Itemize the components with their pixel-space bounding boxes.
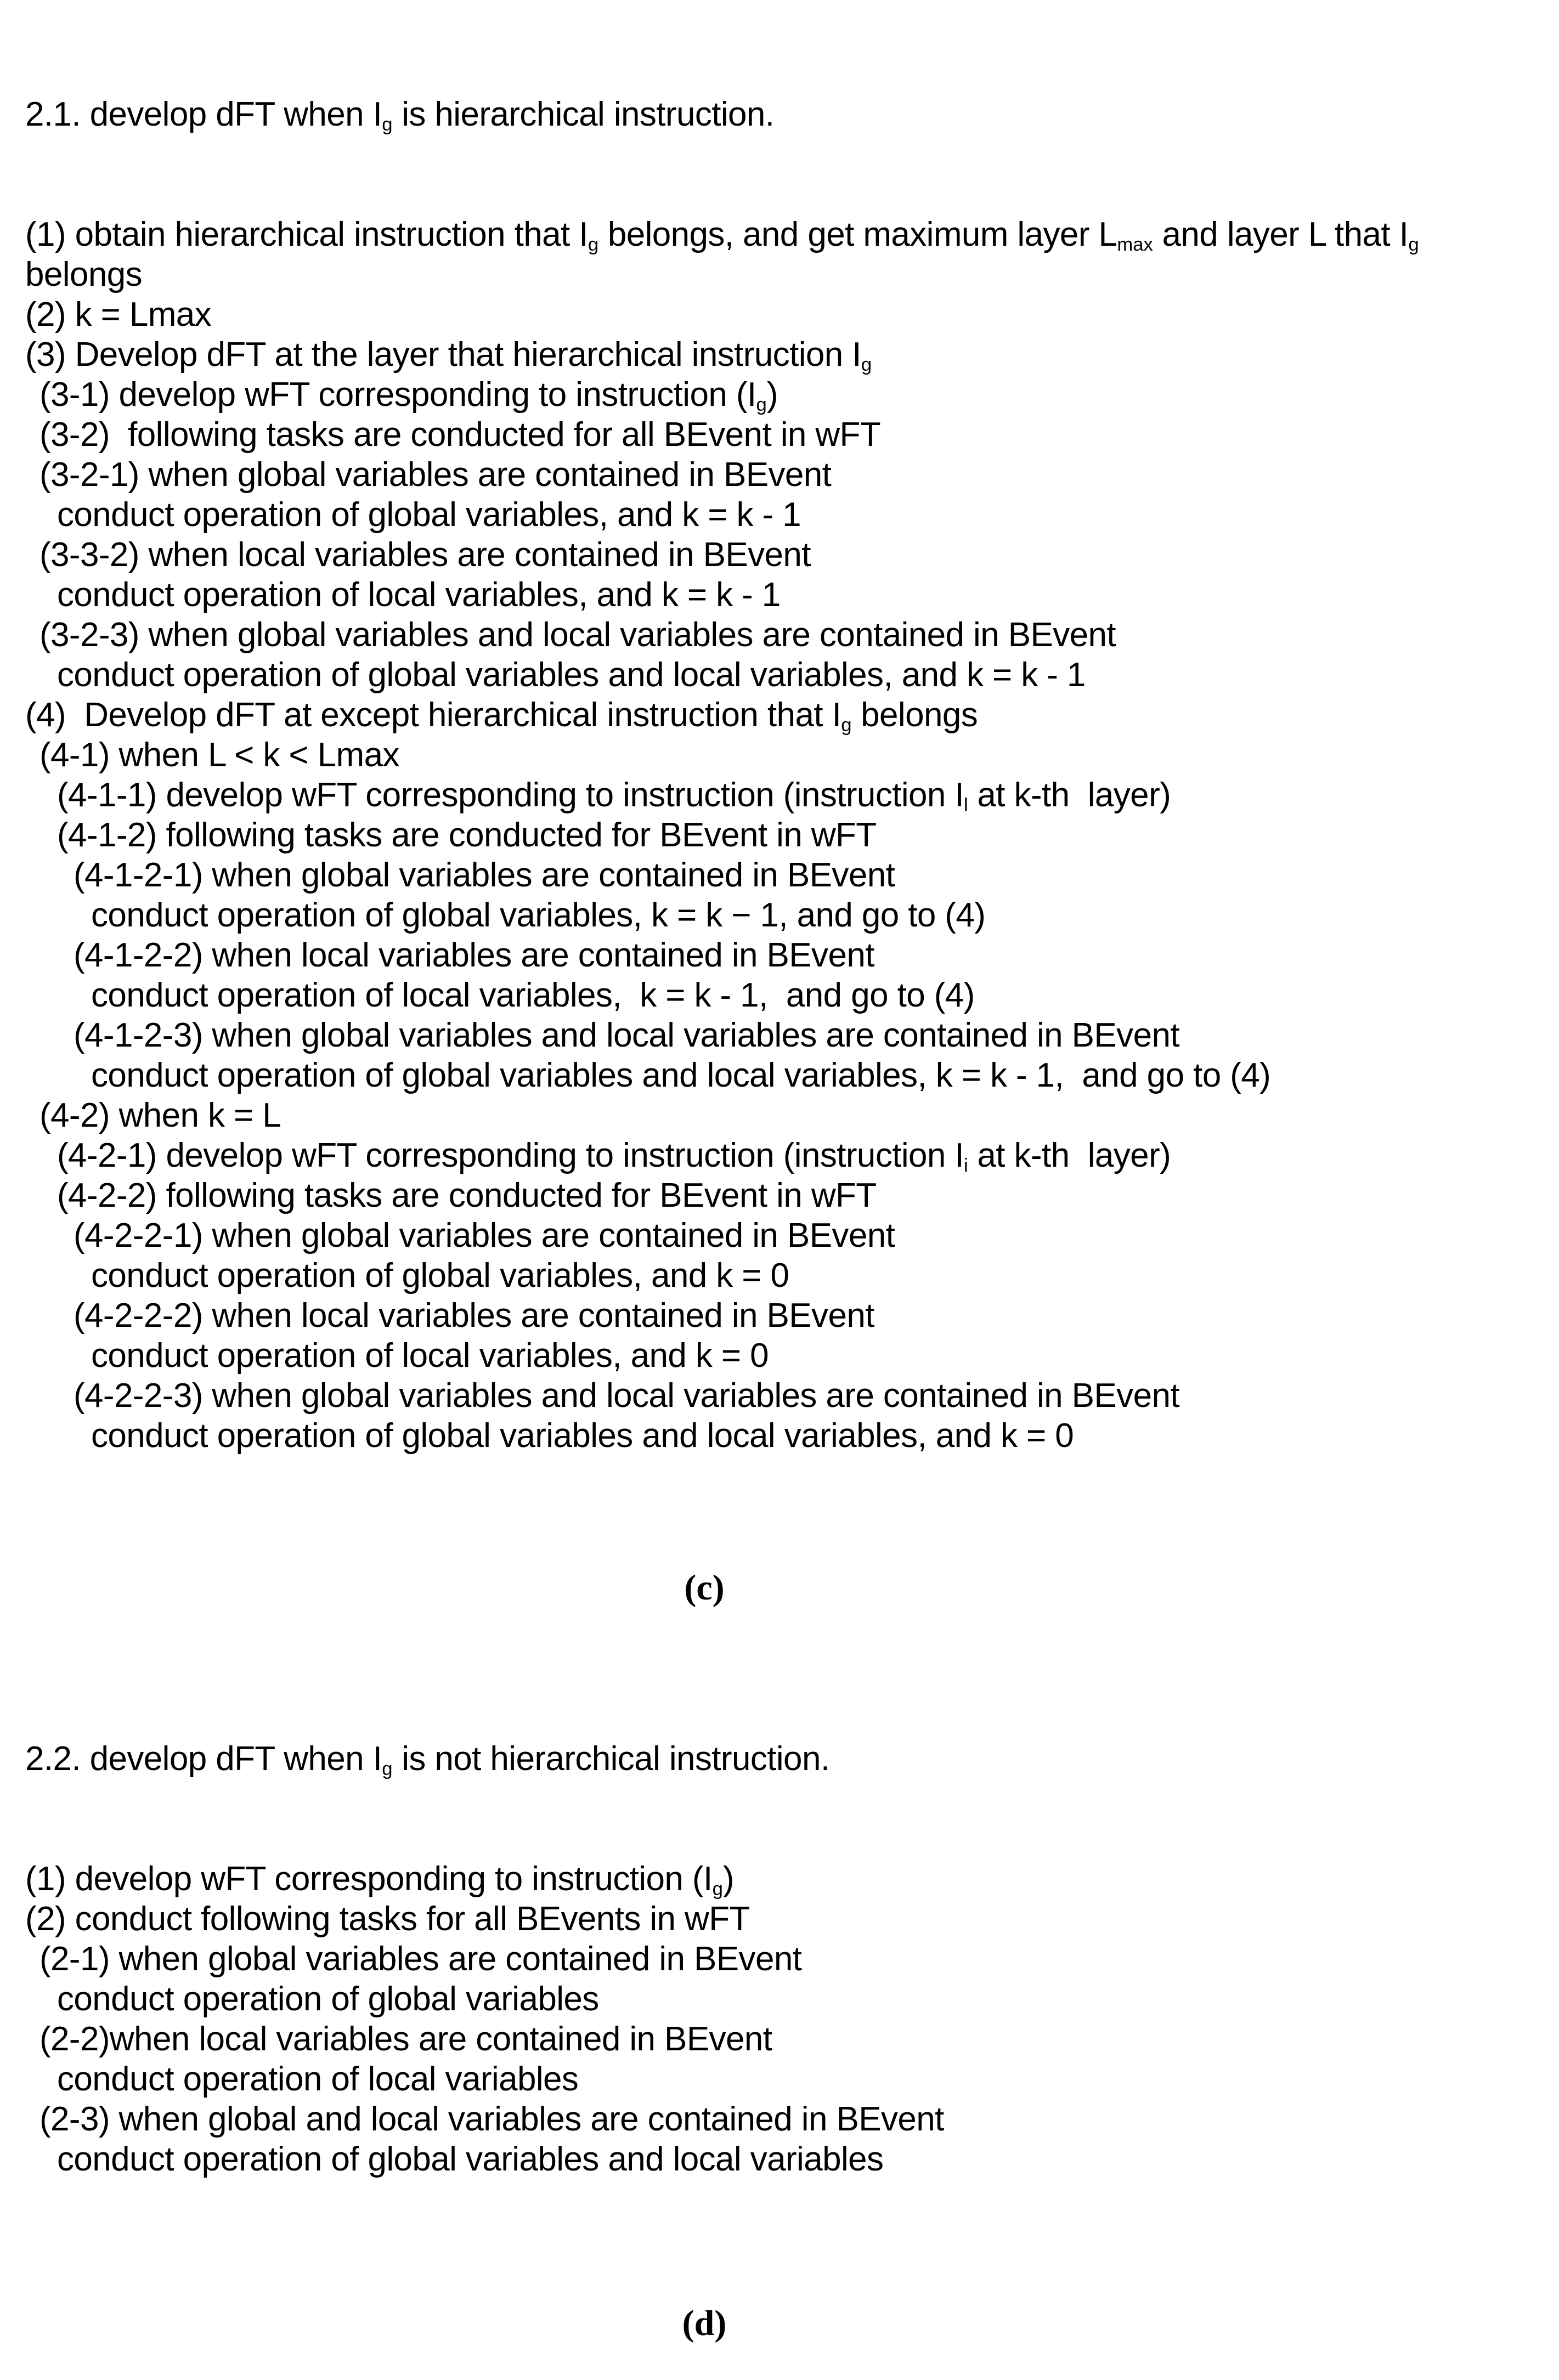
algorithm-step-line: (3-2-1) when global variables are contained in BEvent bbox=[39, 456, 832, 494]
algorithm-step-line: (3-2) following tasks are conducted for all BEvent in wFT bbox=[39, 416, 881, 454]
subscript: max bbox=[1117, 234, 1153, 256]
algorithm-step-line: conduct operation of global variables, k = k − 1, and go to (4) bbox=[91, 896, 986, 934]
algorithm-step-line: conduct operation of local variables, and k = k - 1 bbox=[57, 576, 781, 614]
algorithm-step-line: (4-1-2) following tasks are conducted for BEvent in wFT bbox=[57, 816, 877, 854]
algorithm-step-line: (2) k = Lmax bbox=[25, 296, 212, 333]
subscript: i bbox=[964, 1155, 968, 1177]
algorithm-step-line: (4) Develop dFT at except hierarchical instruction that $I_g$ belongs bbox=[25, 696, 978, 736]
panel-d-steps bbox=[25, 1859, 1537, 2179]
algorithm-step-line: (4-2-2-2) when local variables are contained in BEvent bbox=[74, 1297, 874, 1335]
spacer-before-caption-d bbox=[25, 2259, 1537, 2305]
algorithm-step-line: (4-1-1) develop wFT corresponding to instruction (instruction $I_l$ at k-th layer) bbox=[57, 776, 1171, 816]
algorithm-step-line: conduct operation of local variables, k = k - 1, and go to (4) bbox=[91, 976, 975, 1014]
panel-c-steps bbox=[25, 214, 1537, 1456]
algorithm-step-line: (4-1) when L < k < Lmax bbox=[39, 736, 399, 774]
algorithm-step-line: (3-2-3) when global variables and local variables are contained in BEvent bbox=[39, 616, 1116, 654]
figure-caption-d: (d) bbox=[682, 2303, 727, 2343]
algorithm-block-d bbox=[25, 1659, 1537, 2259]
spacer-before-caption-c bbox=[25, 1536, 1537, 1570]
algorithm-step-line: belongs bbox=[25, 256, 142, 293]
algorithm-step-line: conduct operation of global variables and local variables, and k = 0 bbox=[91, 1417, 1074, 1455]
spacer-after-caption-c bbox=[25, 1606, 1537, 1659]
algorithm-step-line: conduct operation of local variables bbox=[57, 2060, 579, 2098]
algorithm-step-line: (4-2) when k = L bbox=[39, 1096, 281, 1134]
algorithm-step-line: (4-1-2-2) when local variables are contained in BEvent bbox=[74, 936, 874, 974]
subscript: g bbox=[382, 1759, 393, 1780]
algorithm-step-line: conduct operation of global variables bbox=[57, 1980, 599, 2018]
algorithm-step-line: (1) develop wFT corresponding to instruction $(I_g)$ bbox=[25, 1860, 734, 1900]
panel-c-heading: 2.1. develop dFT when $I_g$ is hierarchical instruction. bbox=[25, 95, 775, 135]
algorithm-step-line: (2) conduct following tasks for all BEvents in wFT bbox=[25, 1900, 750, 1938]
algorithm-step-line: conduct operation of global variables and local variables, k = k - 1, and go to (4) bbox=[91, 1056, 1271, 1094]
spacer-after-caption-d bbox=[25, 2342, 1537, 2380]
algorithm-step-line: (4-2-2-1) when global variables are contained in BEvent bbox=[74, 1217, 895, 1254]
algorithm-step-line: (3) Develop dFT at the layer that hierarchical instruction $I_g$ bbox=[25, 336, 872, 376]
algorithm-step-line: (4-1-2-1) when global variables are contained in BEvent bbox=[74, 856, 895, 894]
algorithm-step-line: conduct operation of global variables, and k = k - 1 bbox=[57, 496, 801, 534]
algorithm-step-line: (3-3-2) when local variables are contained in BEvent bbox=[39, 536, 811, 574]
algorithm-step-line: (2-2)when local variables are contained in BEvent bbox=[39, 2020, 772, 2058]
subscript: g bbox=[1408, 234, 1419, 256]
algorithm-step-line: (4-2-1) develop wFT corresponding to instruction (instruction $I_i$ at k-th layer) bbox=[57, 1137, 1171, 1177]
figure-caption-c: (c) bbox=[684, 1568, 725, 1608]
algorithm-step-line: (4-1-2-3) when global variables and local variables are contained in BEvent bbox=[74, 1016, 1179, 1054]
subscript: g bbox=[712, 1879, 723, 1900]
subscript: g bbox=[756, 394, 767, 416]
subscript: l bbox=[964, 795, 968, 816]
algorithm-step-line: conduct operation of global variables and local variables bbox=[57, 2140, 884, 2178]
algorithm-step-line: conduct operation of local variables, and k = 0 bbox=[91, 1337, 769, 1375]
algorithm-step-line: (2-3) when global and local variables are contained in BEvent bbox=[39, 2100, 944, 2138]
algorithm-step-line: conduct operation of global variables, and k = 0 bbox=[91, 1257, 789, 1294]
algorithm-step-line: (2-1) when global variables are contained in BEvent bbox=[39, 1940, 802, 1978]
subscript: g bbox=[861, 354, 872, 376]
subscript: g bbox=[382, 114, 393, 135]
algorithm-step-line: (4-2-2-3) when global variables and local variables are contained in BEvent bbox=[74, 1377, 1179, 1415]
algorithm-step-line: (1) obtain hierarchical instruction that $I_g$ belongs, and get maximum layer $L_{max}$ and layer L that $I_g$ bbox=[25, 216, 1419, 256]
algorithm-step-line: (3-1) develop wFT corresponding to instruction $(I_g)$ bbox=[39, 376, 778, 416]
subscript: g bbox=[588, 234, 599, 256]
algorithm-step-line: conduct operation of global variables and local variables, and k = k - 1 bbox=[57, 656, 1086, 694]
subscript: g bbox=[841, 715, 852, 736]
algorithm-block-c bbox=[25, 14, 1537, 1536]
algorithm-step-line: (4-2-2) following tasks are conducted for BEvent in wFT bbox=[57, 1177, 877, 1214]
panel-d-heading: 2.2. develop dFT when $I_g$ is not hierarchical instruction. bbox=[25, 1740, 830, 1780]
